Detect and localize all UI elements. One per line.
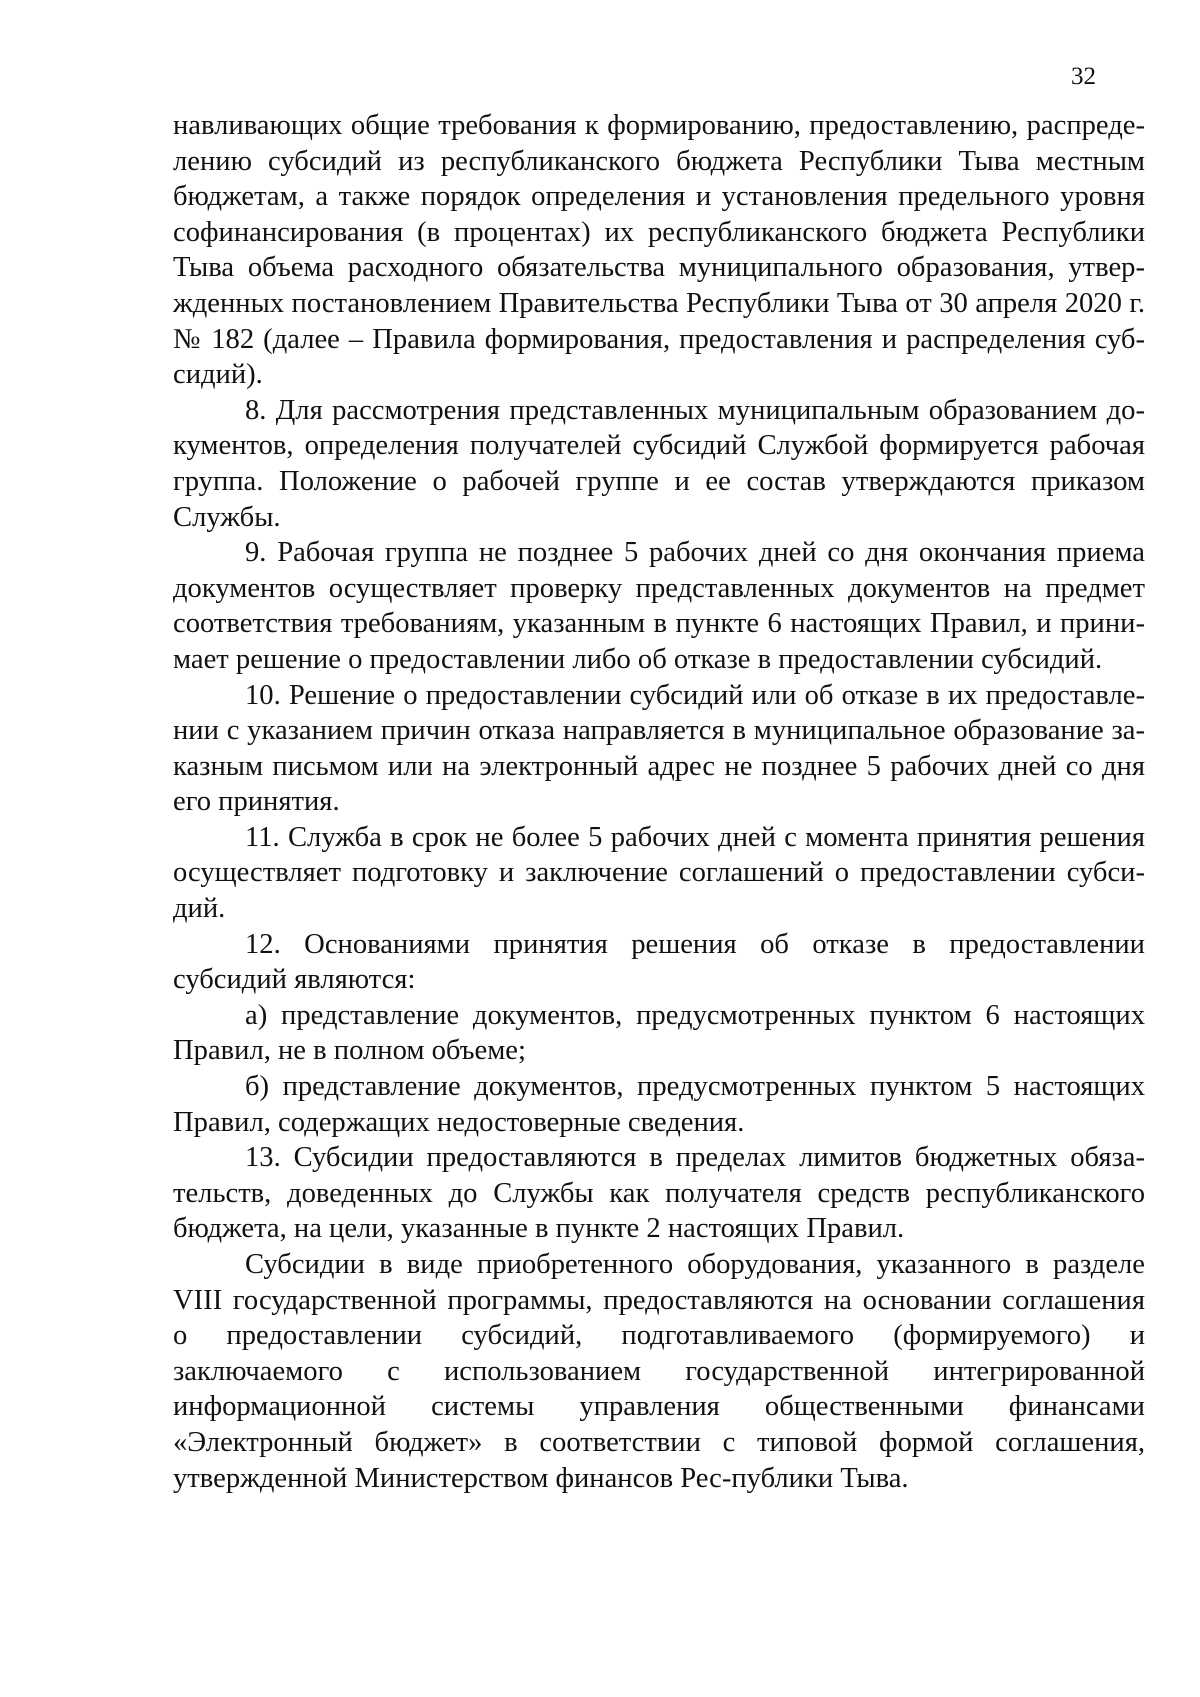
page-number: 32	[1071, 63, 1096, 90]
paragraph-item-11: 11. Служба в срок не более 5 рабочих дней с момента принятия решения осуществляет подготовку и заключение соглашений о предоставлении субси-дий.	[173, 821, 1145, 925]
paragraph-item-8: 8. Для рассмотрения представленных муниципальным образованием до-кументов, определения получателей субсидий Службой формируется рабочая группа. Положение о рабочей группе и ее состав утверждаются приказом Службы.	[173, 394, 1145, 533]
paragraph-item-12: 12. Основаниями принятия решения об отказе в предоставлении субсидий являются:	[173, 928, 1145, 996]
paragraph-item-12-b: б) представление документов, предусмотренных пунктом 5 настоящих Правил, содержащих недостоверные сведения.	[173, 1071, 1145, 1138]
paragraph-item-12-a: а) представление документов, предусмотренных пунктом 6 настоящих Правил, не в полном объеме;	[173, 999, 1145, 1067]
paragraph-item-13: 13. Субсидии предоставляются в пределах лимитов бюджетных обяза-тельств, доведенных до Службы как получателя средств республиканского бюджета, на цели, указанные в пункте 2 настоящих Правил.	[173, 1142, 1145, 1245]
document-body	[173, 108, 1145, 1496]
paragraph-item-10: 10. Решение о предоставлении субсидий или об отказе в их предоставле-нии с указанием причин отказа направляется в муниципальное образование за-казным письмом или на электронный адрес не позднее 5 рабочих дней со дня его принятия.	[173, 679, 1145, 818]
paragraph-item-9: 9. Рабочая группа не позднее 5 рабочих дней со дня окончания приема документов осуществляет проверку представленных документов на предмет соответствия требованиям, указанным в пункте 6 настоящих Правил, и прини-мает решение о предоставлении либо об отказе в предоставлении субсидий.	[173, 537, 1145, 675]
paragraph-item-13-continued: Субсидии в виде приобретенного оборудования, указанного в разделе VIII государственной программы, предоставляются на основании соглашения о предоставлении субсидий, подготавливаемого (формируемого) и заключаемого с использованием государственной интегрированной информационной системы управления общественными финансами «Электронный бюджет» в соответствии с типовой формой соглашения, утвержденной Министерством финансов Рес-публики Тыва.	[173, 1249, 1145, 1494]
paragraph-rules-reference: навливающих общие требования к формированию, предоставлению, распреде-лению субсидий из республиканского бюджета Республики Тыва местным бюджетам, а также порядок определения и установления предельного уровня софинансирования (в процентах) их республиканского бюджета Республики Тыва объема расходного обязательства муниципального образования, утвер-жденных постановлением Правительства Республики Тыва от 30 апреля 2020 г. № 182 (далее – Правила формирования, предоставления и распределения суб-сидий).	[173, 110, 1145, 391]
